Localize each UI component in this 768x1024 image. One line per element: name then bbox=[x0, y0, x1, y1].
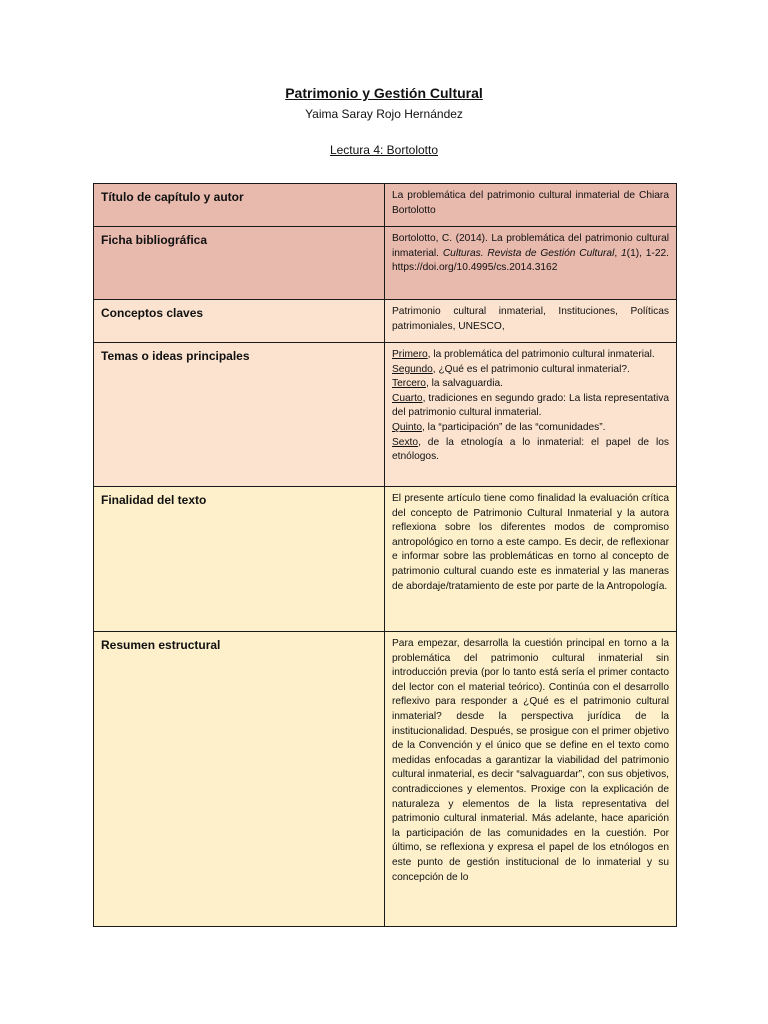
table-row-temas bbox=[94, 343, 677, 487]
content-resumen: Para empezar, desarrolla la cuestión principal en torno a la problemática del patrimonio cultural inmaterial sin introducción previa (por lo tanto está sería el primer contacto del lector con el material teórico). Continúa con el desarrollo reflexivo para responder a ¿Qué es el patrimonio cultural inmaterial? desde la perspectiva jurídica de la institucionalidad. Después, se prosigue con el primer objetivo de la Convención y el único que se define en el texto como medidas enfocadas a garantizar la viabilidad del patrimonio cultural inmaterial, es decir “salvaguardar”, con sus objetivos, contradicciones y elementos. Proxige con la explicación de naturaleza y elementos de la lista representativa del patrimonio cultural inmaterial. Más adelante, hace aparición la participación de las comunidades en la cuestión. Por último, se reflexiona y expresa el papel de los etnólogos en este punto de gestión institucional de lo inmaterial y su concepción de lo bbox=[392, 638, 669, 883]
tema-text: , tradiciones en segundo grado: La lista representativa del patrimonio cultural inmaterial. bbox=[392, 392, 669, 419]
document-header bbox=[0, 84, 768, 158]
tema-text: , la “participación” de las “comunidades”. bbox=[422, 421, 606, 433]
document-title: Patrimonio y Gestión Cultural bbox=[285, 85, 483, 101]
tema-item bbox=[392, 436, 669, 465]
ficha-sep: , bbox=[614, 247, 621, 259]
content-ficha bbox=[385, 227, 677, 300]
label-finalidad: Finalidad del texto bbox=[94, 487, 385, 632]
content-temas bbox=[385, 343, 677, 487]
label-ficha: Ficha bibliográfica bbox=[94, 227, 385, 300]
table-row-resumen bbox=[94, 632, 677, 927]
tema-ordinal: Sexto bbox=[392, 436, 419, 448]
content-conceptos: Patrimonio cultural inmaterial, Instituciones, Políticas patrimoniales, UNESCO, bbox=[385, 300, 677, 343]
tema-ordinal: Segundo bbox=[392, 363, 433, 375]
table-row-titulo bbox=[94, 184, 677, 227]
tema-item bbox=[392, 363, 669, 378]
tema-ordinal: Primero bbox=[392, 349, 428, 360]
tema-item bbox=[392, 377, 669, 392]
tema-item bbox=[392, 421, 669, 436]
label-conceptos: Conceptos claves bbox=[94, 300, 385, 343]
label-resumen: Resumen estructural bbox=[94, 632, 385, 927]
tema-text: , ¿Qué es el patrimonio cultural inmaterial?. bbox=[432, 363, 630, 375]
table-row-finalidad bbox=[94, 487, 677, 632]
ficha-citation-start: Bortolotto, C. (2014). La problemática del patrimonio cultural inmaterial. bbox=[392, 233, 669, 259]
tema-ordinal: Cuarto bbox=[392, 392, 423, 404]
ficha-citation-end: (1), 1-22. https://doi.org/10.4995/cs.2014.3162 bbox=[392, 247, 669, 274]
document-author: Yaima Saray Rojo Hernández bbox=[305, 107, 463, 121]
tema-text: , la problemática del patrimonio cultural inmaterial. bbox=[427, 349, 655, 360]
ficha-journal: Culturas. Revista de Gestión Cultural bbox=[442, 247, 615, 259]
table-row-conceptos bbox=[94, 300, 677, 343]
lectura-heading: Lectura 4: Bortolotto bbox=[329, 143, 439, 157]
tema-text: , de la etnología a lo inmaterial: el papel de los etnólogos. bbox=[392, 436, 669, 463]
tema-text: , la salvaguardia. bbox=[425, 378, 503, 390]
table-row-ficha bbox=[94, 227, 677, 300]
label-temas: Temas o ideas principales bbox=[94, 343, 385, 487]
tema-ordinal: Tercero bbox=[392, 378, 426, 390]
label-titulo: Título de capítulo y autor bbox=[94, 184, 385, 227]
ficha-volume: 1 bbox=[621, 247, 627, 259]
tema-item bbox=[392, 392, 669, 421]
reading-summary-table bbox=[93, 183, 677, 927]
content-finalidad: El presente artículo tiene como finalidad la evaluación crítica del concepto de Patrimonio Cultural Inmaterial y la autora reflexiona sobre los diferentes modos de compromiso antropológico en torno a este campo. Es decir, de reflexionar e informar sobre las problemáticas en torno al concepto de patrimonio cultural cuando este es inmaterial y las maneras de abordaje/tratamiento de este por parte de la Antropología. bbox=[385, 487, 677, 632]
tema-item bbox=[392, 348, 669, 363]
tema-ordinal: Quinto bbox=[392, 421, 423, 433]
content-resumen-cell bbox=[385, 632, 677, 927]
content-titulo: La problemática del patrimonio cultural inmaterial de Chiara Bortolotto bbox=[385, 184, 677, 227]
